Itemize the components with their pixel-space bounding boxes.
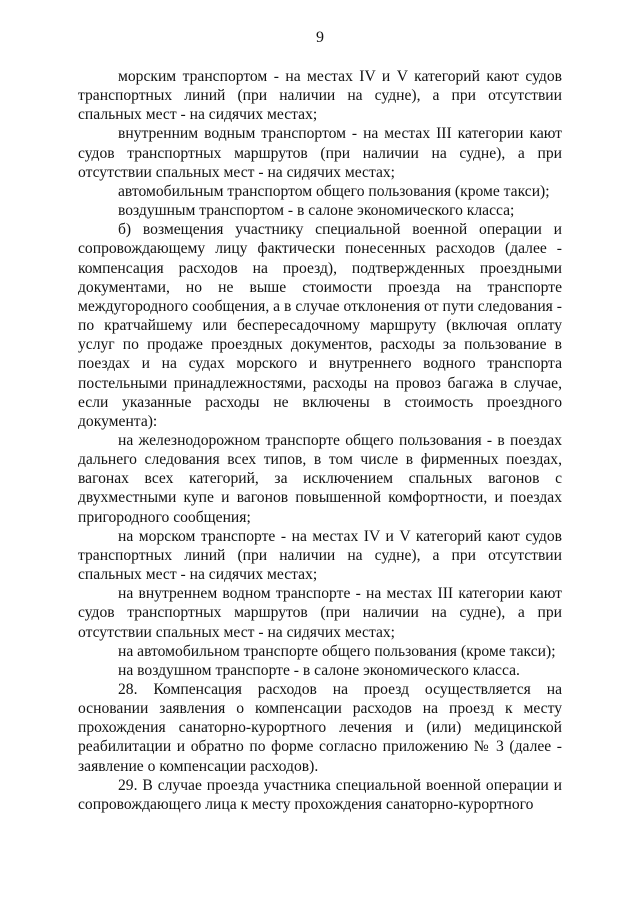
paragraph-inland-water-transport: внутренним водным транспортом - на местах III категории кают судов транспортных маршрутов (при наличии на судне), а при отсутствии спальных мест - на сидячих местах;: [78, 125, 562, 181]
paragraph-on-air-transport: на воздушном транспорте - в салоне экономического класса.: [118, 661, 520, 679]
paragraph-road-transport: автомобильным транспортом общего пользования (кроме такси);: [118, 182, 550, 200]
paragraph-clause-28: 28. Компенсация расходов на проезд осуществляется на основании заявления о компенсации расходов на проезд к месту прохождения санаторно-курортного лечения и (или) медицинской реабилитации и обратно по форме согласно приложению № 3 (далее - заявление о компенсации расходов).: [78, 681, 562, 775]
paragraph-sea-transport: морским транспортом - на местах IV и V категорий кают судов транспортных линий (при наличии на судне), а при отсутствии спальных мест - на сидячих местах;: [78, 68, 562, 124]
page-number: 9: [316, 29, 324, 46]
paragraph-air-transport: воздушным транспортом - в салоне экономического класса;: [118, 202, 515, 220]
document-body: [78, 67, 562, 814]
paragraph-on-inland-water-transport: на внутреннем водном транспорте - на местах III категории кают судов транспортных маршрутов (при наличии на судне), а при отсутствии спальных мест - на сидячих местах;: [78, 585, 562, 641]
paragraph-on-road-transport: на автомобильном транспорте общего пользования (кроме такси);: [118, 642, 556, 660]
paragraph-railway-transport: на железнодорожном транспорте общего пользования - в поездах дальнего следования всех типов, в том числе в фирменных поездах, вагонах всех категорий, за исключением спальных вагонов с двухместными купе и вагонов повышенной комфортности, и поездах пригородного сообщения;: [78, 431, 562, 526]
paragraph-item-b-compensation: б) возмещения участнику специальной военной операции и сопровождающему лицу фактически понесенных расходов (далее - компенсация расходов на проезд), подтвержденных проездными документами, но не выше стоимости проезда на транспорте междугородного сообщения, а в случае отклонения от пути следования - по кратчайшему или беспересадочному маршруту (включая оплату услуг по продаже проездных документов, расходы за пользование в поездах и на судах морского и внутреннего водного транспорта постельными принадлежностями, расходы на провоз багажа в случае, если указанные расходы не включены в стоимость проездного документа):: [78, 221, 562, 430]
paragraph-on-sea-transport: на морском транспорте - на местах IV и V категорий кают судов транспортных линий (при наличии на судне), а при отсутствии спальных мест - на сидячих местах;: [78, 527, 562, 584]
paragraph-clause-29: 29. В случае проезда участника специальной военной операции и сопровождающего лица к месту прохождения санаторно-курортного: [78, 776, 562, 813]
